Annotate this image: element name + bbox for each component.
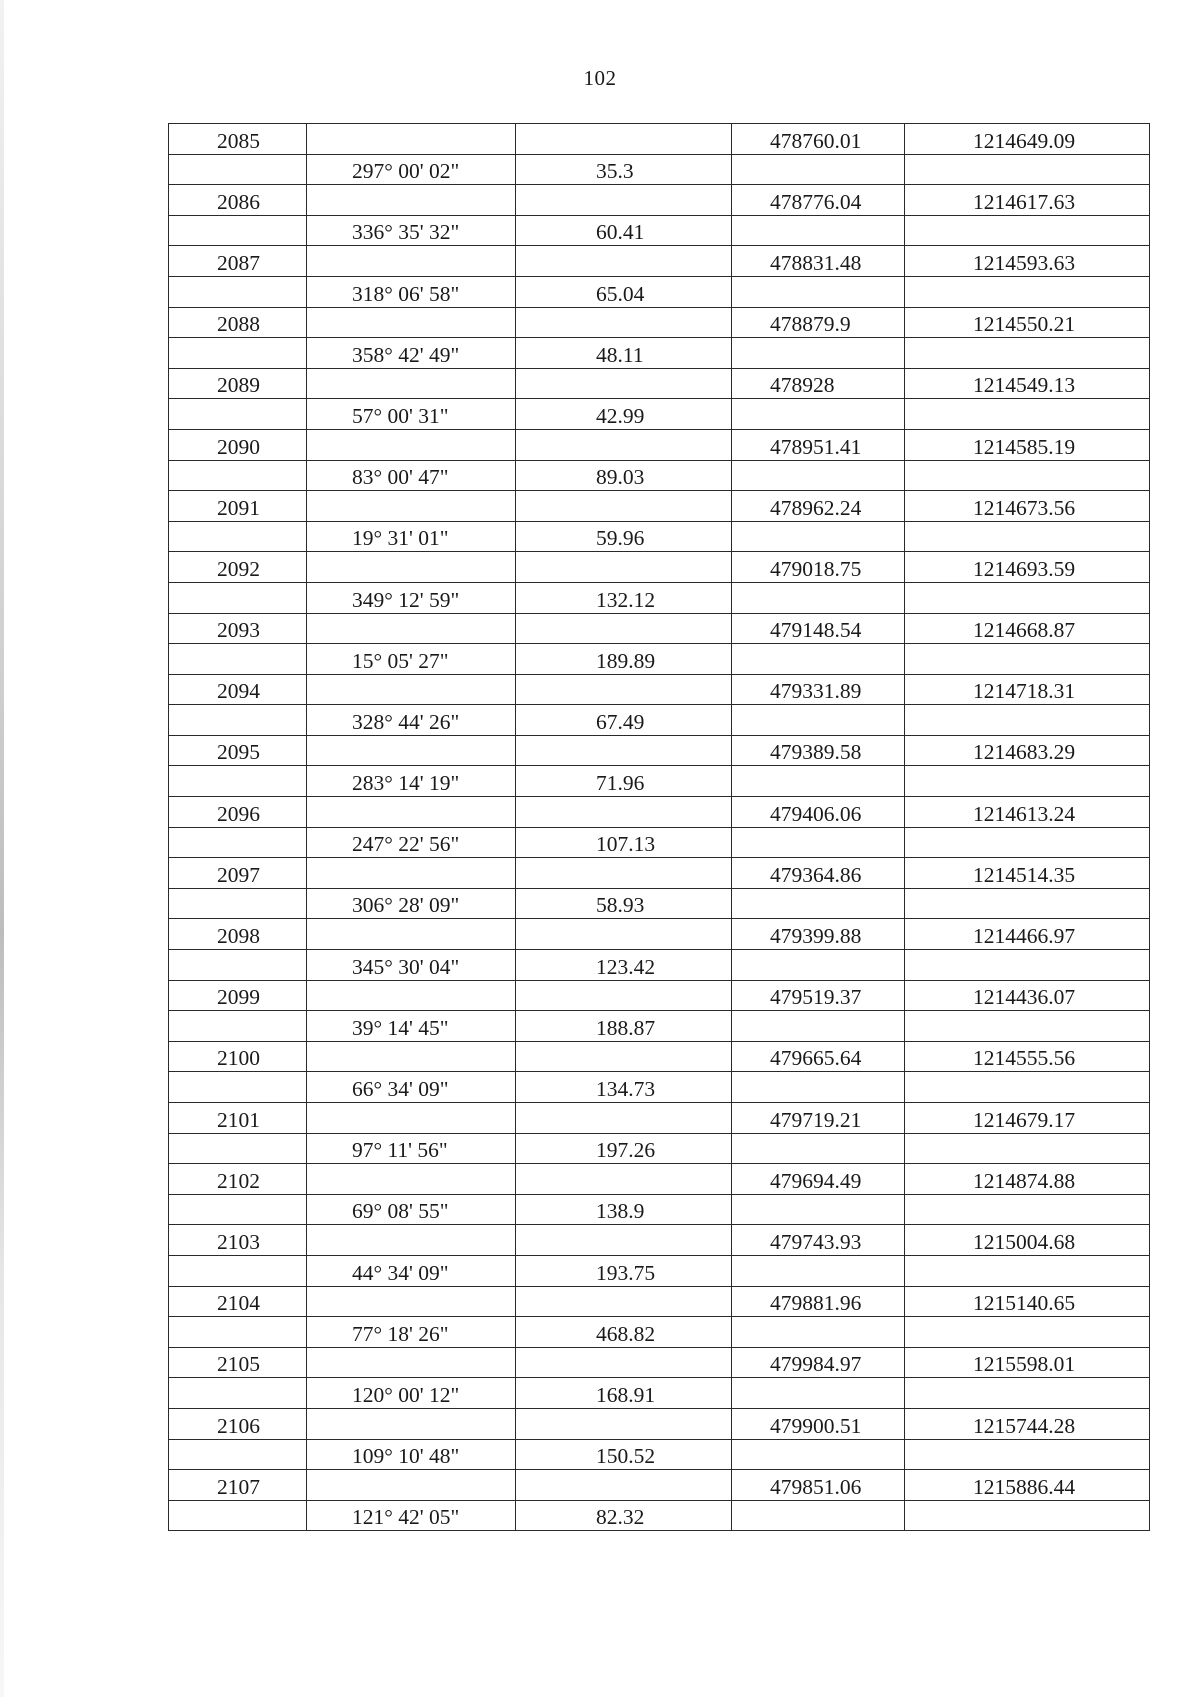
- distance-cell: [516, 797, 732, 828]
- easting-cell: [905, 1072, 1150, 1103]
- bearing-cell: [307, 1164, 516, 1195]
- distance-cell: [516, 919, 732, 950]
- bearing-cell: 306° 28' 09": [307, 888, 516, 919]
- northing-cell: [732, 215, 905, 246]
- northing-cell: [732, 950, 905, 981]
- station-cell: [169, 827, 307, 858]
- distance-cell: [516, 552, 732, 583]
- northing-cell: 479331.89: [732, 674, 905, 705]
- course-row: [169, 644, 1150, 675]
- station-cell: 2103: [169, 1225, 307, 1256]
- bearing-cell: 57° 00' 31": [307, 399, 516, 430]
- distance-cell: [516, 674, 732, 705]
- easting-cell: [905, 1500, 1150, 1531]
- course-row: [169, 1500, 1150, 1531]
- bearing-cell: 83° 00' 47": [307, 460, 516, 491]
- northing-cell: 478928: [732, 368, 905, 399]
- station-cell: 2106: [169, 1408, 307, 1439]
- easting-cell: 1214585.19: [905, 429, 1150, 460]
- distance-cell: 65.04: [516, 276, 732, 307]
- distance-cell: 123.42: [516, 950, 732, 981]
- station-cell: 2101: [169, 1103, 307, 1134]
- course-row: [169, 154, 1150, 185]
- northing-cell: 479900.51: [732, 1408, 905, 1439]
- easting-cell: 1215886.44: [905, 1470, 1150, 1501]
- bearing-cell: [307, 980, 516, 1011]
- station-cell: [169, 1255, 307, 1286]
- bearing-cell: 358° 42' 49": [307, 338, 516, 369]
- course-row: [169, 521, 1150, 552]
- distance-cell: [516, 1164, 732, 1195]
- station-cell: [169, 1011, 307, 1042]
- station-cell: 2096: [169, 797, 307, 828]
- station-cell: 2099: [169, 980, 307, 1011]
- bearing-cell: 69° 08' 55": [307, 1194, 516, 1225]
- station-cell: 2104: [169, 1286, 307, 1317]
- course-row: [169, 338, 1150, 369]
- northing-cell: 479364.86: [732, 858, 905, 889]
- distance-cell: 134.73: [516, 1072, 732, 1103]
- station-row: [169, 368, 1150, 399]
- easting-cell: [905, 644, 1150, 675]
- bearing-cell: 19° 31' 01": [307, 521, 516, 552]
- easting-cell: 1214718.31: [905, 674, 1150, 705]
- distance-cell: [516, 1470, 732, 1501]
- bearing-cell: 318° 06' 58": [307, 276, 516, 307]
- station-cell: [169, 154, 307, 185]
- distance-cell: 138.9: [516, 1194, 732, 1225]
- bearing-cell: [307, 1103, 516, 1134]
- station-cell: [169, 1439, 307, 1470]
- station-cell: 2095: [169, 735, 307, 766]
- distance-cell: [516, 185, 732, 216]
- northing-cell: [732, 644, 905, 675]
- northing-cell: 479519.37: [732, 980, 905, 1011]
- station-cell: 2090: [169, 429, 307, 460]
- station-row: [169, 1103, 1150, 1134]
- station-row: [169, 613, 1150, 644]
- station-row: [169, 1347, 1150, 1378]
- northing-cell: [732, 1378, 905, 1409]
- bearing-cell: [307, 246, 516, 277]
- easting-cell: [905, 1011, 1150, 1042]
- bearing-cell: 247° 22' 56": [307, 827, 516, 858]
- bearing-cell: 15° 05' 27": [307, 644, 516, 675]
- northing-cell: [732, 582, 905, 613]
- northing-cell: 478962.24: [732, 491, 905, 522]
- northing-cell: 479399.88: [732, 919, 905, 950]
- distance-cell: [516, 307, 732, 338]
- station-row: [169, 307, 1150, 338]
- bearing-cell: 77° 18' 26": [307, 1317, 516, 1348]
- course-row: [169, 1194, 1150, 1225]
- bearing-cell: 120° 00' 12": [307, 1378, 516, 1409]
- easting-cell: [905, 888, 1150, 919]
- distance-cell: 168.91: [516, 1378, 732, 1409]
- easting-cell: [905, 1439, 1150, 1470]
- distance-cell: [516, 124, 732, 155]
- bearing-cell: [307, 124, 516, 155]
- station-cell: [169, 1500, 307, 1531]
- course-row: [169, 1255, 1150, 1286]
- station-cell: [169, 460, 307, 491]
- northing-cell: [732, 1500, 905, 1531]
- bearing-cell: [307, 1470, 516, 1501]
- station-row: [169, 1286, 1150, 1317]
- easting-cell: 1214693.59: [905, 552, 1150, 583]
- distance-cell: 107.13: [516, 827, 732, 858]
- bearing-cell: 349° 12' 59": [307, 582, 516, 613]
- station-cell: [169, 399, 307, 430]
- easting-cell: 1214679.17: [905, 1103, 1150, 1134]
- northing-cell: [732, 276, 905, 307]
- distance-cell: [516, 1103, 732, 1134]
- distance-cell: [516, 1347, 732, 1378]
- course-row: [169, 705, 1150, 736]
- station-cell: 2102: [169, 1164, 307, 1195]
- distance-cell: [516, 246, 732, 277]
- station-cell: [169, 1317, 307, 1348]
- northing-cell: [732, 1011, 905, 1042]
- station-cell: [169, 888, 307, 919]
- course-row: [169, 1439, 1150, 1470]
- easting-cell: [905, 460, 1150, 491]
- course-row: [169, 215, 1150, 246]
- course-row: [169, 1011, 1150, 1042]
- station-row: [169, 429, 1150, 460]
- northing-cell: [732, 1072, 905, 1103]
- northing-cell: [732, 1255, 905, 1286]
- station-cell: 2085: [169, 124, 307, 155]
- northing-cell: 478776.04: [732, 185, 905, 216]
- easting-cell: [905, 338, 1150, 369]
- station-row: [169, 1470, 1150, 1501]
- course-row: [169, 582, 1150, 613]
- northing-cell: 478879.9: [732, 307, 905, 338]
- bearing-cell: [307, 185, 516, 216]
- distance-cell: 468.82: [516, 1317, 732, 1348]
- northing-cell: [732, 460, 905, 491]
- easting-cell: [905, 1378, 1150, 1409]
- northing-cell: [732, 399, 905, 430]
- easting-cell: 1214673.56: [905, 491, 1150, 522]
- station-cell: [169, 1194, 307, 1225]
- distance-cell: 82.32: [516, 1500, 732, 1531]
- bearing-cell: 66° 34' 09": [307, 1072, 516, 1103]
- easting-cell: 1214436.07: [905, 980, 1150, 1011]
- bearing-cell: 283° 14' 19": [307, 766, 516, 797]
- easting-cell: 1214683.29: [905, 735, 1150, 766]
- station-cell: 2088: [169, 307, 307, 338]
- station-row: [169, 124, 1150, 155]
- station-cell: [169, 950, 307, 981]
- distance-cell: [516, 1408, 732, 1439]
- northing-cell: [732, 154, 905, 185]
- northing-cell: 479018.75: [732, 552, 905, 583]
- northing-cell: 478760.01: [732, 124, 905, 155]
- easting-cell: [905, 399, 1150, 430]
- station-cell: [169, 215, 307, 246]
- bearing-cell: [307, 1041, 516, 1072]
- station-row: [169, 735, 1150, 766]
- bearing-cell: 109° 10' 48": [307, 1439, 516, 1470]
- bearing-cell: [307, 797, 516, 828]
- bearing-cell: 39° 14' 45": [307, 1011, 516, 1042]
- distance-cell: [516, 858, 732, 889]
- bearing-cell: [307, 674, 516, 705]
- distance-cell: 48.11: [516, 338, 732, 369]
- distance-cell: 150.52: [516, 1439, 732, 1470]
- station-cell: 2098: [169, 919, 307, 950]
- northing-cell: [732, 1317, 905, 1348]
- northing-cell: [732, 521, 905, 552]
- station-cell: 2091: [169, 491, 307, 522]
- easting-cell: [905, 1194, 1150, 1225]
- station-cell: [169, 1378, 307, 1409]
- northing-cell: [732, 1133, 905, 1164]
- northing-cell: [732, 766, 905, 797]
- northing-cell: [732, 1439, 905, 1470]
- station-cell: [169, 582, 307, 613]
- station-row: [169, 797, 1150, 828]
- station-cell: [169, 338, 307, 369]
- station-row: [169, 858, 1150, 889]
- distance-cell: 188.87: [516, 1011, 732, 1042]
- easting-cell: 1215004.68: [905, 1225, 1150, 1256]
- station-cell: [169, 766, 307, 797]
- bearing-cell: 297° 00' 02": [307, 154, 516, 185]
- northing-cell: 479406.06: [732, 797, 905, 828]
- distance-cell: [516, 491, 732, 522]
- easting-cell: 1214593.63: [905, 246, 1150, 277]
- station-cell: 2092: [169, 552, 307, 583]
- easting-cell: 1214466.97: [905, 919, 1150, 950]
- station-cell: [169, 276, 307, 307]
- course-row: [169, 460, 1150, 491]
- easting-cell: 1214668.87: [905, 613, 1150, 644]
- northing-cell: [732, 1194, 905, 1225]
- distance-cell: 67.49: [516, 705, 732, 736]
- northing-cell: 479148.54: [732, 613, 905, 644]
- easting-cell: 1214555.56: [905, 1041, 1150, 1072]
- easting-cell: [905, 582, 1150, 613]
- northing-cell: 479694.49: [732, 1164, 905, 1195]
- bearing-cell: 121° 42' 05": [307, 1500, 516, 1531]
- easting-cell: [905, 766, 1150, 797]
- bearing-cell: [307, 1225, 516, 1256]
- easting-cell: [905, 705, 1150, 736]
- scan-shadow-edge: [0, 0, 4, 1697]
- bearing-cell: [307, 613, 516, 644]
- easting-cell: 1214874.88: [905, 1164, 1150, 1195]
- bearing-cell: [307, 1286, 516, 1317]
- bearing-cell: [307, 1408, 516, 1439]
- distance-cell: [516, 429, 732, 460]
- table-body: [169, 124, 1150, 1531]
- bearing-cell: 328° 44' 26": [307, 705, 516, 736]
- station-cell: [169, 521, 307, 552]
- course-row: [169, 827, 1150, 858]
- easting-cell: [905, 950, 1150, 981]
- page-number: 102: [583, 66, 617, 90]
- northing-cell: 479665.64: [732, 1041, 905, 1072]
- easting-cell: [905, 1317, 1150, 1348]
- station-row: [169, 674, 1150, 705]
- station-cell: 2107: [169, 1470, 307, 1501]
- northing-cell: 479719.21: [732, 1103, 905, 1134]
- easting-cell: 1215744.28: [905, 1408, 1150, 1439]
- station-row: [169, 246, 1150, 277]
- easting-cell: 1215598.01: [905, 1347, 1150, 1378]
- course-row: [169, 950, 1150, 981]
- course-row: [169, 1317, 1150, 1348]
- station-cell: [169, 644, 307, 675]
- distance-cell: 42.99: [516, 399, 732, 430]
- course-row: [169, 276, 1150, 307]
- northing-cell: 478831.48: [732, 246, 905, 277]
- northing-cell: 479984.97: [732, 1347, 905, 1378]
- northing-cell: 478951.41: [732, 429, 905, 460]
- distance-cell: 193.75: [516, 1255, 732, 1286]
- bearing-cell: [307, 735, 516, 766]
- bearing-cell: [307, 919, 516, 950]
- station-row: [169, 1164, 1150, 1195]
- distance-cell: 59.96: [516, 521, 732, 552]
- easting-cell: 1214550.21: [905, 307, 1150, 338]
- bearing-cell: 336° 35' 32": [307, 215, 516, 246]
- easting-cell: [905, 521, 1150, 552]
- distance-cell: 58.93: [516, 888, 732, 919]
- easting-cell: 1214549.13: [905, 368, 1150, 399]
- bearing-cell: 97° 11' 56": [307, 1133, 516, 1164]
- easting-cell: 1214514.35: [905, 858, 1150, 889]
- distance-cell: 35.3: [516, 154, 732, 185]
- course-row: [169, 766, 1150, 797]
- easting-cell: 1214649.09: [905, 124, 1150, 155]
- distance-cell: 60.41: [516, 215, 732, 246]
- easting-cell: [905, 827, 1150, 858]
- northing-cell: [732, 705, 905, 736]
- station-cell: [169, 1072, 307, 1103]
- easting-cell: [905, 1133, 1150, 1164]
- northing-cell: 479881.96: [732, 1286, 905, 1317]
- distance-cell: [516, 1225, 732, 1256]
- course-row: [169, 888, 1150, 919]
- station-cell: [169, 705, 307, 736]
- northing-cell: [732, 888, 905, 919]
- northing-cell: 479851.06: [732, 1470, 905, 1501]
- traverse-coordinates-table: [168, 123, 1150, 1531]
- distance-cell: 197.26: [516, 1133, 732, 1164]
- distance-cell: [516, 613, 732, 644]
- northing-cell: [732, 827, 905, 858]
- easting-cell: 1214613.24: [905, 797, 1150, 828]
- distance-cell: 71.96: [516, 766, 732, 797]
- easting-cell: [905, 154, 1150, 185]
- easting-cell: [905, 1255, 1150, 1286]
- station-cell: 2086: [169, 185, 307, 216]
- station-row: [169, 1041, 1150, 1072]
- distance-cell: 132.12: [516, 582, 732, 613]
- northing-cell: 479743.93: [732, 1225, 905, 1256]
- station-row: [169, 491, 1150, 522]
- station-row: [169, 1225, 1150, 1256]
- distance-cell: [516, 980, 732, 1011]
- easting-cell: 1215140.65: [905, 1286, 1150, 1317]
- course-row: [169, 399, 1150, 430]
- distance-cell: [516, 1286, 732, 1317]
- station-row: [169, 1408, 1150, 1439]
- station-cell: 2105: [169, 1347, 307, 1378]
- bearing-cell: [307, 429, 516, 460]
- bearing-cell: [307, 307, 516, 338]
- station-cell: 2100: [169, 1041, 307, 1072]
- bearing-cell: 345° 30' 04": [307, 950, 516, 981]
- easting-cell: [905, 215, 1150, 246]
- distance-cell: [516, 1041, 732, 1072]
- northing-cell: [732, 338, 905, 369]
- station-cell: 2089: [169, 368, 307, 399]
- northing-cell: 479389.58: [732, 735, 905, 766]
- station-cell: 2097: [169, 858, 307, 889]
- course-row: [169, 1378, 1150, 1409]
- station-cell: [169, 1133, 307, 1164]
- station-cell: 2093: [169, 613, 307, 644]
- bearing-cell: [307, 491, 516, 522]
- station-row: [169, 185, 1150, 216]
- station-row: [169, 919, 1150, 950]
- bearing-cell: [307, 368, 516, 399]
- easting-cell: [905, 276, 1150, 307]
- bearing-cell: 44° 34' 09": [307, 1255, 516, 1286]
- easting-cell: 1214617.63: [905, 185, 1150, 216]
- bearing-cell: [307, 552, 516, 583]
- distance-cell: [516, 735, 732, 766]
- distance-cell: [516, 368, 732, 399]
- course-row: [169, 1072, 1150, 1103]
- station-cell: 2094: [169, 674, 307, 705]
- bearing-cell: [307, 858, 516, 889]
- distance-cell: 189.89: [516, 644, 732, 675]
- distance-cell: 89.03: [516, 460, 732, 491]
- bearing-cell: [307, 1347, 516, 1378]
- station-row: [169, 552, 1150, 583]
- station-row: [169, 980, 1150, 1011]
- station-cell: 2087: [169, 246, 307, 277]
- course-row: [169, 1133, 1150, 1164]
